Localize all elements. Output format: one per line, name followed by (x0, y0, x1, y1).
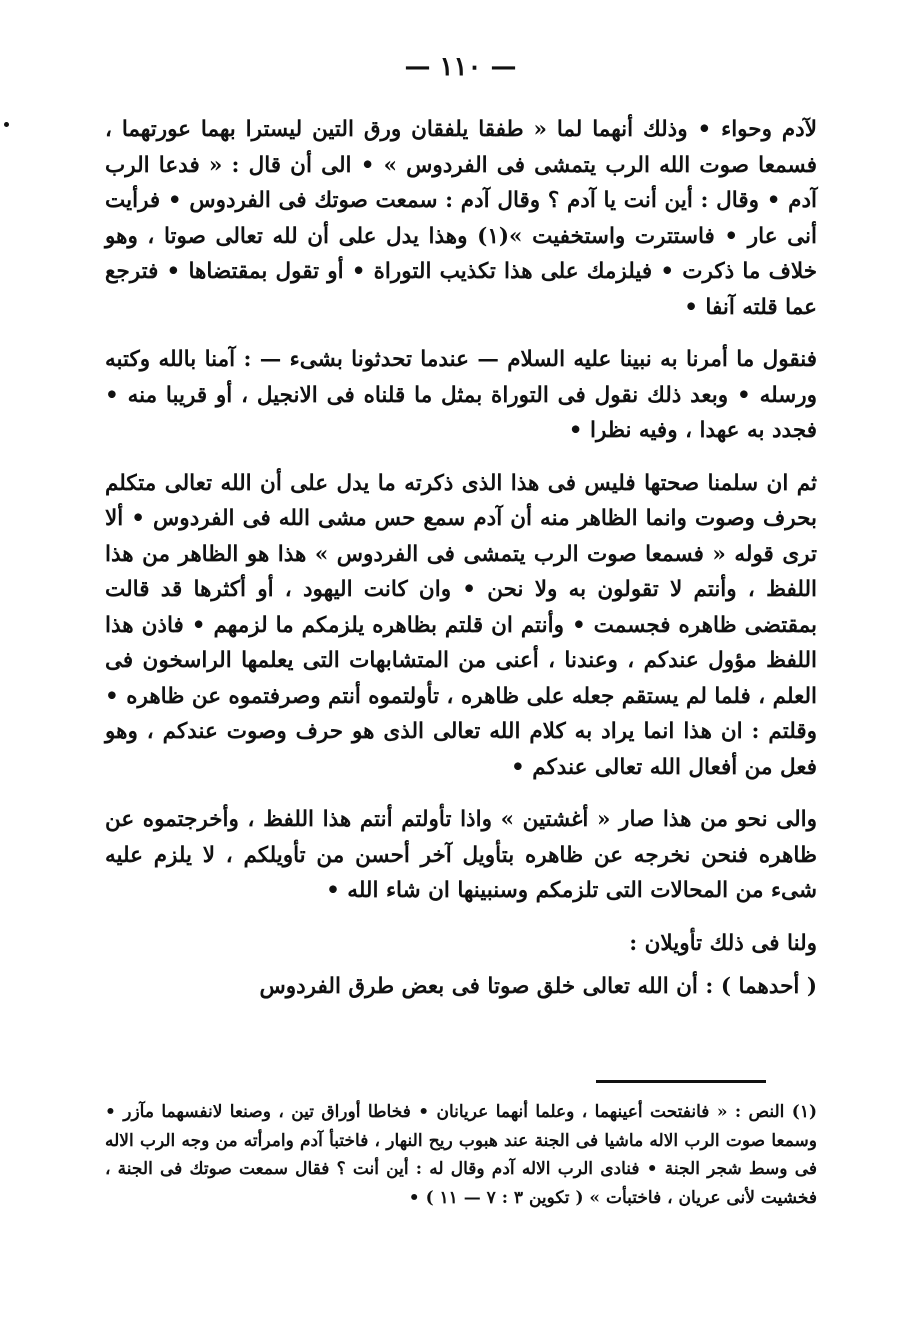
footnote: (١) النص : « فانفتحت أعينهما ، وعلما أنهما عريانان • فخاطا أوراق تين ، وصنعا لانفسهما مآزر • وسمعا صوت الرب الاله ماشيا فى الجنة عند هبوب ريح النهار ، فاختبأ آدم وامرأته من وجه الرب الاله فى وسط شجر الجنة • فنادى الرب الاله آدم وقال له : أين أنت ؟ فقال سمعت صوتك فى الجنة ، فخشيت لأنى عريان ، فاختبأت » ( تكوين ٣ : ٧ — ١١ ) • (105, 1102, 817, 1208)
main-text (105, 112, 817, 1005)
paragraph: ولنا فى ذلك تأويلان : (629, 930, 817, 956)
paragraph: لآدم وحواء • وذلك أنهما لما « طفقا يلفقان ورق التين ليسترا بهما عورتهما ، فسمعا صوت الله الرب يتمشى فى الفردوس » • الى أن قال : « فدعا الرب آدم • وقال : أين أنت يا آدم ؟ وقال آدم : سمعت صوتك فى الفردوس • فرأيت أنى عار • فاستترت واستخفيت »(١) وهذا يدل على أن لله تعالى صوتا ، وهو خلاف ما ذكرت • فيلزمك على هذا تكذيب التوراة • أو تقول بمقتضاها • فترجع عما قلته آنفا • (105, 117, 817, 320)
page-number: — ١١٠ — (404, 52, 517, 82)
paragraph: ثم ان سلمنا صحتها فليس فى هذا الذى ذكرته ما يدل على أن الله تعالى متكلم بحرف وصوت وانما الظاهر منه أن آدم سمع حس مشى الله فى الفردوس • ألا ترى قوله « فسمعا صوت الرب يتمشى فى الفردوس » هذا هو الظاهر من هذا اللفظ ، وأنتم لا تقولون به ولا نحن • وان كانت اليهود ، أو أكثرها قد قالت بمقتضى ظاهره فجسمت • وأنتم ان قلتم بظاهره يلزمكم ما لزمهم • فاذن هذا اللفظ مؤول عندكم ، وعندنا ، أعنى من المتشابهات التى يعلمها الراسخون فى العلم ، فلما لم يستقم جعله على ظاهره ، تأولتموه أنتم وصرفتموه عن ظاهره • وقلتم : ان هذا انما يراد به كلام الله تعالى الذى هو حرف وصوت عندكم ، وهو فعل من أفعال الله تعالى عندكم • (104, 470, 817, 780)
margin-mark (4, 122, 9, 127)
paragraph: فنقول ما أمرنا به نبينا عليه السلام — عندما تحدثونا بشىء — : آمنا بالله وكتبه ورسله • وبعد ذلك نقول فى التوراة بمثل ما قلناه فى الانجيل ، أو قريبا منه • فجدد به عهدا ، وفيه نظرا • (105, 347, 817, 443)
paragraph: والى نحو من هذا صار « أغشتين » واذا تأولتم أنتم هذا اللفظ ، وأخرجتموه عن ظاهره فنحن نخرجه عن ظاهره بتأويل آخر أحسن من تأويلكم ، لا يلزم عليه شىء من المحالات التى تلزمكم وسنبينها ان شاء الله • (105, 807, 817, 903)
paragraph: ( أحدهما ) : أن الله تعالى خلق صوتا فى بعض طرق الفردوس (259, 974, 817, 999)
footnote-separator (596, 1080, 766, 1083)
